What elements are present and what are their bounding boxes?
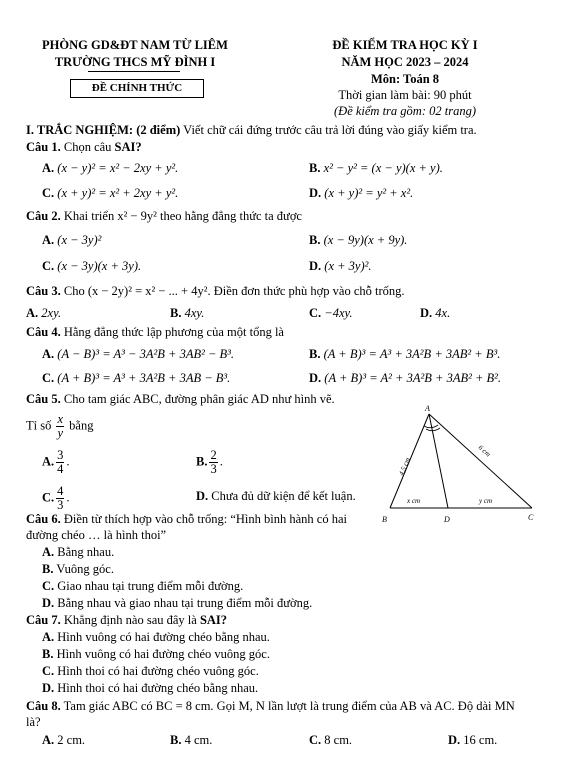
option-letter: D. — [448, 733, 461, 747]
q3-option-b[interactable] — [170, 306, 204, 320]
label-bd: x cm — [407, 497, 421, 505]
label-ab: 4,5 cm — [397, 456, 412, 477]
subject: Môn: Toán 8 — [370, 72, 440, 86]
option-letter: D. — [196, 489, 209, 503]
option-letter: B. — [309, 233, 321, 247]
q1-option-d[interactable] — [309, 186, 413, 200]
official-label: ĐỀ CHÍNH THỨC — [91, 82, 183, 94]
option-text: Hình thoi có hai đường chéo vuông góc. — [57, 664, 259, 678]
option-letter: B. — [309, 347, 321, 361]
q3-option-d[interactable] — [420, 306, 450, 320]
option-text: (x − y)² = x² − 2xy + y². — [57, 161, 179, 175]
question-label: Câu 1. — [26, 140, 61, 154]
q6-option-c[interactable] — [42, 579, 243, 593]
option-text: 4x. — [435, 306, 451, 320]
option-text: Giao nhau tại trung điểm mỗi đường. — [57, 579, 244, 593]
question-text: Chọn câu — [60, 140, 115, 154]
option-text: (x + y)² = y² + x². — [324, 186, 414, 200]
q6-option-a[interactable] — [42, 545, 114, 559]
q3-option-c[interactable] — [309, 306, 353, 320]
option-letter: C. — [42, 490, 55, 505]
question-2 — [26, 209, 302, 223]
question-5 — [26, 392, 335, 406]
exam-time: Thời gian làm bài: 90 phút — [338, 88, 472, 102]
q5-ratio — [26, 413, 93, 440]
question-label: Câu 4. — [26, 325, 61, 339]
question-text: Khai triển x² − 9y² theo hằng đẳng thức ta được — [60, 209, 302, 223]
option-letter: D. — [420, 306, 433, 320]
question-text: Tam giác ABC có BC = 8 cm. Gọi M, N lần lượt là trung điểm của AB và AC. Độ dài MN — [60, 699, 515, 713]
option-letter: C. — [309, 733, 322, 747]
denominator: 3 — [57, 498, 64, 513]
q3-option-a[interactable] — [26, 306, 61, 320]
page-count: (Đề kiểm tra gồm: 02 trang) — [334, 104, 476, 118]
option-letter: C. — [309, 306, 322, 320]
option-letter: C. — [42, 664, 55, 678]
q1-option-b[interactable] — [309, 161, 443, 175]
option-letter: B. — [42, 647, 54, 661]
vertex-a: A — [425, 404, 430, 413]
option-letter: D. — [42, 681, 55, 695]
question-text: Hằng đẳng thức lập phương của một tổng là — [60, 325, 284, 339]
option-letter: C. — [42, 579, 55, 593]
question-6-cont: đường chéo … là hình thoi” — [26, 528, 167, 542]
option-letter: A. — [42, 161, 55, 175]
label-dc: y cm — [479, 497, 493, 505]
q4-option-d[interactable] — [309, 371, 501, 385]
section-heading — [26, 123, 477, 137]
numerator: 4 — [57, 484, 64, 498]
option-letter: A. — [42, 233, 55, 247]
question-label: Câu 6. — [26, 512, 61, 526]
q5-option-c[interactable]: C. $\frac{4}{3}$ . — [42, 484, 70, 513]
q4-option-a[interactable] — [42, 347, 234, 361]
question-text: Khẳng định nào sau đây là — [60, 613, 200, 627]
question-mark: ? — [135, 140, 142, 154]
option-text: 4 cm. — [184, 733, 213, 747]
ratio-fraction — [56, 413, 64, 440]
option-text: (x − 3y)² — [57, 233, 102, 247]
q5-option-d[interactable] — [196, 489, 356, 503]
q6-option-b[interactable] — [42, 562, 114, 576]
ratio-suffix: bằng — [69, 418, 94, 433]
option-text: (x − 3y)(x + 3y). — [57, 259, 142, 273]
option-letter: C. — [42, 259, 55, 273]
option-letter: D. — [309, 186, 322, 200]
denominator: 4 — [57, 462, 64, 477]
option-fraction — [209, 449, 217, 476]
q1-option-a[interactable] — [42, 161, 178, 175]
option-letter: B. — [170, 733, 182, 747]
option-letter: B. — [309, 161, 321, 175]
option-letter: A. — [26, 306, 39, 320]
option-text: Hình vuông có hai đường chéo vuông góc. — [56, 647, 270, 661]
option-text: 16 cm. — [463, 733, 498, 747]
q2-option-d[interactable] — [309, 259, 372, 273]
q2-option-c[interactable] — [42, 259, 141, 273]
school-year: NĂM HỌC 2023 – 2024 — [341, 55, 469, 69]
question-emphasis: SAI — [199, 613, 221, 627]
question-text: Điền từ thích hợp vào chỗ trống: “Hình bình hành có hai — [60, 512, 347, 526]
option-text: (A − B)³ = A³ − 3A²B + 3AB² − B³. — [57, 347, 235, 361]
option-text: x² − y² = (x − y)(x + y). — [323, 161, 443, 175]
option-letter: D. — [309, 259, 322, 273]
q8-option-d[interactable] — [448, 733, 497, 747]
triangle-figure — [372, 400, 548, 526]
q8-option-a[interactable] — [42, 733, 85, 747]
question-4 — [26, 325, 284, 339]
option-text: (x + 3y)². — [324, 259, 372, 273]
q1-option-c[interactable] — [42, 186, 178, 200]
option-letter: A. — [42, 454, 55, 469]
option-text: Hình vuông có hai đường chéo bằng nhau. — [57, 630, 270, 644]
question-mark: ? — [220, 613, 228, 627]
question-8 — [26, 699, 515, 713]
label-ac: 6 cm — [476, 443, 492, 459]
question-label: Câu 8. — [26, 699, 61, 713]
ratio-numerator: x — [57, 412, 64, 426]
q8-option-b[interactable] — [170, 733, 212, 747]
ratio-denominator: y — [57, 426, 64, 441]
section-title: I. TRẮC NGHIỆM: (2 điểm) — [26, 123, 181, 137]
option-letter: D. — [309, 371, 322, 385]
question-6 — [26, 512, 347, 526]
option-letter: A. — [42, 347, 55, 361]
option-letter: A. — [42, 630, 55, 644]
side-ac — [429, 414, 532, 508]
q8-option-c[interactable] — [309, 733, 352, 747]
option-letter: B. — [170, 306, 182, 320]
q4-option-c[interactable] — [42, 371, 230, 385]
question-label: Câu 2. — [26, 209, 61, 223]
q2-option-a[interactable] — [42, 233, 101, 247]
q6-option-d[interactable] — [42, 596, 312, 610]
option-fraction — [56, 449, 64, 476]
option-text: 4xy. — [184, 306, 205, 320]
numerator: 3 — [57, 448, 64, 462]
option-text: (A + B)³ = A² + 3A²B + 3AB² + B². — [324, 371, 502, 385]
option-text: Bằng nhau và giao nhau tại trung điểm mỗi đường. — [57, 596, 313, 610]
option-letter: C. — [42, 371, 55, 385]
option-text: Chưa đủ dữ kiện để kết luận. — [211, 489, 356, 503]
option-letter: B. — [42, 562, 54, 576]
question-emphasis: SAI — [114, 140, 136, 154]
question-7 — [26, 613, 227, 627]
vertex-c: C — [528, 513, 534, 522]
exam-title: ĐỀ KIỂM TRA HỌC KỲ I — [332, 38, 478, 52]
option-letter: D. — [42, 596, 55, 610]
question-text: Cho tam giác ABC, đường phân giác AD như hình vẽ. — [60, 392, 335, 406]
q7-option-d[interactable] — [42, 681, 258, 695]
vertex-b: B — [382, 515, 387, 524]
school-underline — [88, 71, 180, 72]
q5-option-a[interactable]: A. $\frac{3}{4}$ . — [42, 448, 70, 477]
q7-option-b[interactable] — [42, 647, 270, 661]
option-letter: A. — [42, 545, 55, 559]
q4-option-b[interactable] — [309, 347, 500, 361]
option-text: 8 cm. — [324, 733, 353, 747]
option-text: Bằng nhau. — [57, 545, 115, 559]
angle-mark-right — [426, 428, 440, 431]
ratio-prefix: Tỉ số — [26, 418, 52, 433]
question-1 — [26, 140, 142, 154]
school-name: TRƯỜNG THCS MỸ ĐÌNH I — [54, 55, 216, 69]
question-label: Câu 5. — [26, 392, 61, 406]
department-name: PHÒNG GD&ĐT NAM TỪ LIÊM — [42, 38, 228, 52]
denominator: 3 — [210, 462, 217, 477]
option-text: (x − 9y)(x + 9y). — [323, 233, 408, 247]
q7-option-a[interactable] — [42, 630, 270, 644]
option-text: Vuông góc. — [56, 562, 114, 576]
question-text: Cho (x − 2y)² = x² − ... + 4y². Điền đơn thức phù hợp vào chỗ trống. — [60, 284, 405, 298]
question-label: Câu 7. — [26, 613, 61, 627]
q7-option-c[interactable] — [42, 664, 259, 678]
question-label: Câu 3. — [26, 284, 61, 298]
option-text: 2xy. — [41, 306, 62, 320]
q2-option-b[interactable] — [309, 233, 407, 247]
vertex-d: D — [444, 515, 450, 524]
question-8-cont: là? — [26, 715, 41, 729]
option-text: (A + B)³ = A³ + 3A²B + 3AB² + B³. — [323, 347, 501, 361]
option-text: (x + y)² = x² + 2xy + y². — [57, 186, 179, 200]
option-letter: A. — [42, 733, 55, 747]
section-instruction: Viết chữ cái đứng trước câu trả lời đúng vào giấy kiểm tra. — [180, 123, 477, 137]
question-3 — [26, 284, 405, 298]
option-text: −4xy. — [324, 306, 353, 320]
q5-option-b[interactable]: B. $\frac{2}{3}$ . — [196, 448, 223, 477]
option-letter: B. — [196, 454, 208, 469]
numerator: 2 — [210, 448, 217, 462]
option-text: (A + B)³ = A³ + 3A²B + 3AB − B³. — [57, 371, 231, 385]
option-text: 2 cm. — [57, 733, 86, 747]
option-fraction — [56, 485, 64, 512]
option-text: Hình thoi có hai đường chéo bằng nhau. — [57, 681, 259, 695]
option-letter: C. — [42, 186, 55, 200]
